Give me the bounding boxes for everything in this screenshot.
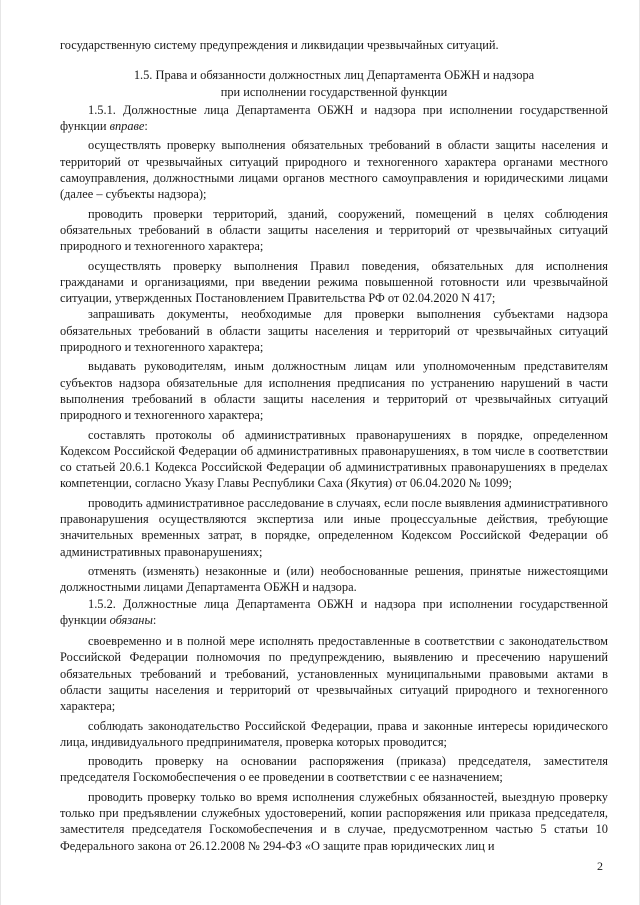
duty-item: проводить проверку только во время исполнения служебных обязанностей, выездную проверку только при предъявлении служебных удостоверений, копии распоряжения или приказа председателя, заместителя председателя Госкомобеспечения и в случае, предусмотренном частью 5 статьи 10 Федерального закона от 26.12.2008 № 294-ФЗ «О защите прав юридических лиц и — [60, 789, 608, 853]
clause-1-5-1 — [60, 102, 608, 135]
right-item: выдавать руководителям, иным должностным лицам или уполномоченным представителям субъектов надзора обязательные для исполнения предписания по устранению нарушений в части выполнения требований в области защиты населения и территорий от чрезвычайных ситуаций природного и техногенного характера; — [60, 359, 608, 423]
clause-1-5-2-emphasis: обязаны — [109, 612, 153, 627]
document-body — [60, 37, 608, 854]
page-number: 2 — [597, 859, 603, 873]
right-item: отменять (изменять) незаконные и (или) необоснованные решения, принятые нижестоящими должностными лицами Департамента ОБЖН и надзора. — [60, 563, 608, 595]
right-item: проводить проверки территорий, зданий, сооружений, помещений в целях соблюдения обязательных требований в области защиты населения и территорий от чрезвычайных ситуаций природного и техногенного характера; — [60, 206, 608, 254]
right-item: составлять протоколы об административных правонарушениях в порядке, определенном Кодексом Российской Федерации об административных правонарушениях, в том числе в соответствии со статьей 20.6.1 Кодекса Российской Федерации об административных правонарушениях в пределах компетенции, согласно Указу Главы Республики Саха (Якутия) от 06.04.2020 № 1099; — [60, 427, 608, 491]
right-item: осуществлять проверку выполнения Правил поведения, обязательных для исполнения гражданами и организациями, при введении режима повышенной готовности или чрезвычайной ситуации, утвержденных Постановлением Правительства РФ от 02.04.2020 N 417; — [60, 258, 608, 306]
section-heading — [60, 67, 608, 100]
duty-item: соблюдать законодательство Российской Федерации, права и законные интересы юридического лица, индивидуального предпринимателя, проверка которых проводится; — [60, 718, 608, 749]
clause-1-5-2 — [60, 596, 608, 629]
clause-1-5-2-tail: : — [152, 612, 157, 627]
clause-1-5-1-tail: : — [144, 119, 148, 134]
continuation-line: государственную систему предупреждения и ликвидации чрезвычайных ситуаций. — [60, 38, 499, 52]
right-item: запрашивать документы, необходимые для проверки выполнения субъектами надзора обязательных требований в области защиты населения и территорий от чрезвычайных ситуаций природного и техногенного характера; — [60, 307, 608, 355]
scan-left-edge — [0, 0, 1, 905]
clause-1-5-1-lead: 1.5.1. Должностные лица Департамента ОБЖН и надзора при исполнении государственной функции — [60, 102, 608, 134]
section-heading-line2: при исполнении государственной функции — [220, 84, 448, 99]
duty-item: проводить проверку на основании распоряжения (приказа) председателя, заместителя председателя Госкомобеспечения о ее проведении в соответствии с ее назначением; — [60, 754, 608, 785]
duty-item: своевременно и в полной мере исполнять предоставленные в соответствии с законодательством Российской Федерации полномочия по предупреждению, выявлению и пресечению нарушений обязательных требований и требований, установленных муниципальными правовыми актами в области защиты населения и территорий от чрезвычайных ситуаций природного и техногенного характера; — [60, 634, 608, 714]
right-item: проводить административное расследование в случаях, если после выявления административного правонарушения осуществляются экспертиза или иные процессуальные действия, требующие значительных временных затрат, в порядке, определенном Кодексом Российской Федерации об административных правонарушениях; — [60, 495, 608, 559]
clause-1-5-1-emphasis: вправе — [109, 119, 145, 134]
section-heading-line1: 1.5. Права и обязанности должностных лиц Департамента ОБЖН и надзора — [133, 68, 535, 83]
right-item: осуществлять проверку выполнения обязательных требований в области защиты населения и территорий от чрезвычайных ситуаций природного и техногенного характера органами местного самоуправления, должностными лицами органов местного самоуправления и юридическими лицами (далее – субъекты надзора); — [60, 138, 608, 202]
clause-1-5-2-lead: 1.5.2. Должностные лица Департамента ОБЖН и надзора при исполнении государственной функции — [60, 596, 608, 627]
